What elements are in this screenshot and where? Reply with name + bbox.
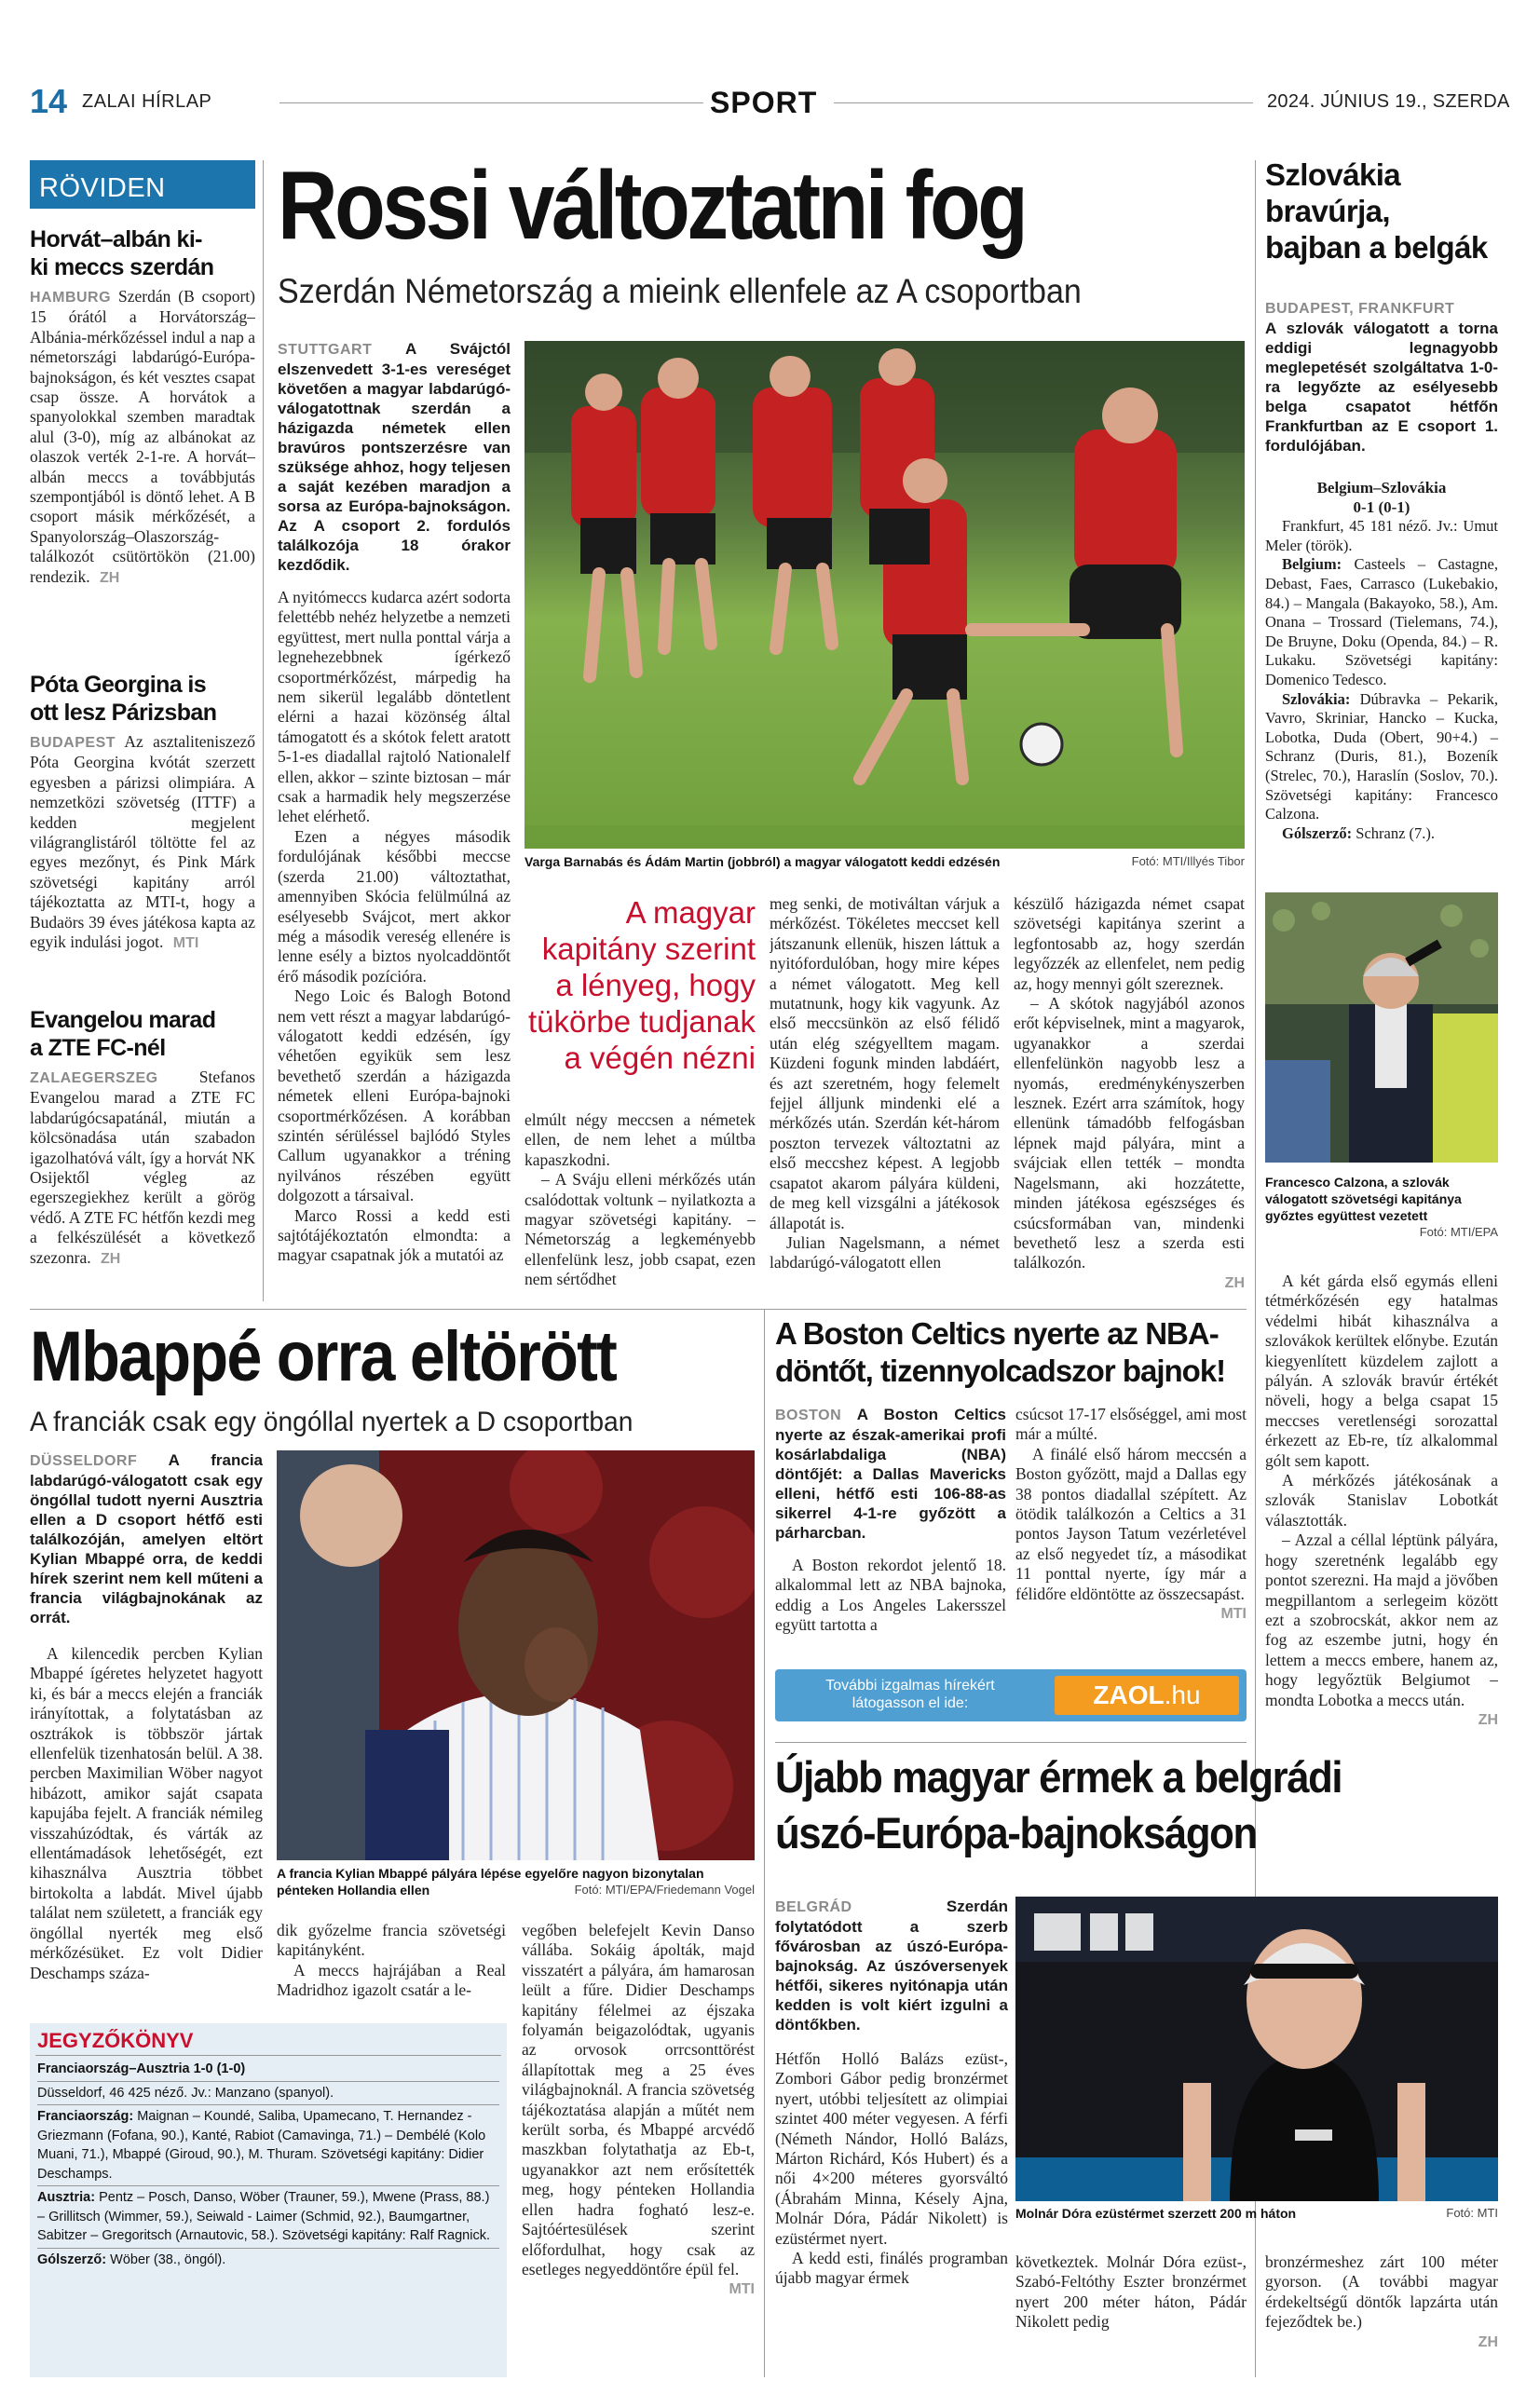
briefs-column xyxy=(30,160,255,1301)
rossi-col-2: elmúlt négy meccsen a németek ellen, de nem lehet a múltba kapaszkodni. – A Sváju elleni mérkőzés után csalódottak voltunk – nyilatkozta a magyar szövetségi kapitány. – Németország a legkeményebb ellenfelünk lesz, jobb csapat, ezen nem sértődhet xyxy=(525,1110,756,1289)
brief-item xyxy=(30,671,255,953)
rossi-col-4: készülő házigazda német csapat szövetségi kapitánya szerint a legfontosabb az, hogy szerdán legyőzzék az ellenfelet, nem pedig az, hogy mennyi gólt szereznek. – A skótok nagyjából azonos erőt képviselnek, mint a magyarok, ugyanakkor a szerdai ellenfelünkön nagyobb lesz a nyomás, eredménykényszerben lesznek. Ezért arra számítok, hogy ellenünk támadóbb felfogásban lépnek majd pályára, mint a svájciak ellen tették – mondta Nagelsmann, aki hozzátette, minden játékosa egészséges és csúcsformában van, mindenki bevethető lesz a szerda esti találkozón. ZH xyxy=(1014,894,1245,1301)
match-report-box: JEGYZŐKÖNYV Franciaország–Ausztria 1-0 (1-0) Düsseldorf, 46 425 néző. Jv.: Manzano (spanyol). Franciaország: Maignan – Koundé, Saliba, Upamecano, T. Hernandez - Griezmann (Fofana, 90.), Kanté, Rabiot (Camavinga, 71.) – Dembélé (Kolo Muani, 71.), Mbappé (Giroud, 90.), M. Thuram. Szövetségi kapitány: Didier Deschamps. Ausztria: Pentz – Posch, Danso, Wöber (Trauner, 59.), Mwene (Prass, 88.) – Grillitsch (Wimmer, 59.), Seiwald - Laimer (Schmid, 92.), Baumgartner, Sabitzer – Gregoritsch (Arnautovic, 58.). Szövetségi kapitány: Ralf Ragnick. Gólszerző: Wöber (38., öngól). xyxy=(30,2023,507,2377)
france-lineup: Maignan – Koundé, Saliba, Upamecano, T. Hernandez - Griezmann (Fofana, 90.), Kanté, Rabiot (Camavinga, 71.) – Dembélé (Kolo Muani, 71.), Mbappé (Giroud, 90.), M. Thuram. Szövetségi kapitány: Didier Deschamps. xyxy=(37,2109,486,2182)
mbappe-col-1: DÜSSELDORF A francia labdarúgó-válogatott csak egy öngóllal tudott nyerni Ausztria ellen a D csoport hétfő esti találkozóján, amelyen eltört Kylian Mbappé orra, de keddi hírek szerint nem kell műteni a francia világbajnokának az orrát. A kilencedik percben Kylian Mbappé ígéretes helyzetet hagyott ki, és bár a meccs elején a franciák irányítottak, a folytatásban az osztrákok is többször jártak ellenfelük tizenhatosán belül. A 38. percben Maximilian Wöber nagyot hibázott, amikor saját csapata kapujába fejelt. A franciák némileg visszahúzódtak, és várták az ellentámadások lehetőségét, ezt kihasználva Ausztria többet birtokolta a labdát. Mivel újabb találat nem született, a franciák egy öngóllal nyerték meg első mérkőzésüket. Ez volt Didier Deschamps száza- xyxy=(30,1451,263,1982)
celtics-col-1: BOSTON A Boston Celtics nyerte az észak-amerikai profi kosárlabdaliga (NBA) döntőjét: a Dallas Mavericks elleni, hétfő esti 106-88-as sikerrel 4-1-re győzött a párharcban. A Boston rekordot jelentő 18. alkalommal lett az NBA bajnoka, eddig a Los Angeles Lakersszel együtt tartotta a xyxy=(775,1406,1006,1635)
calzona-photo xyxy=(1265,892,1498,1163)
match-report-venue: Düsseldorf, 46 425 néző. Jv.: Manzano (spanyol). xyxy=(37,2085,334,2101)
section-divider xyxy=(775,1742,1247,1743)
slovakia-headline: Szlovákia bravúrja, bajban a belgák xyxy=(1265,157,1488,265)
mbappe-photo xyxy=(277,1450,755,1860)
rossi-dateline: STUTTGART xyxy=(278,342,373,358)
calzona-photo-image xyxy=(1265,892,1498,1163)
brief-dateline: BUDAPEST xyxy=(30,735,116,751)
rossi-paragraph: Ezen a négyes második fordulójának későbbi meccse (szerda 21.00) változtathat, amennyiben Skócia felülmúlná az esélyesebb Svájcot, mert akkor még a második vereség ellenére is lenne esély a biztos nyolcaddöntőt érő második pozícióra. xyxy=(278,826,511,986)
match-report-label: JEGYZŐKÖNYV xyxy=(37,2029,194,2052)
slovakia-match-title: Belgium–Szlovákia xyxy=(1316,479,1447,497)
brief-title: Evangelou marad a ZTE FC-nél xyxy=(30,1007,216,1061)
page-header xyxy=(0,0,1526,130)
slovakia-lineup: Dúbravka – Pekarik, Vavro, Skriniar, Hancko – Kucka, Lobotka, Duda (Obert, 90+4.) – Schranz (Duris, 81.), Bozeník (Strelec, 70.), Haraslín (Soslov, 70.). Szövetségi kapitány: Francesco Calzona. xyxy=(1265,689,1499,823)
slovakia-match-report: Belgium–Szlovákia 0-1 (0-1) Frankfurt, 45 181 néző. Jv.: Umut Meler (török). Belgium: Casteels – Castagne, Debast, Faes, Carrasco (Lukebakio, 84.) – Mangala (Bakayoko, 58.), Am. Onana – Trossard (Tielemans, 74.), De Bruyne, Doku (Openda, 84.) – R. Lukaku. Szövetségi kapitány: Domenico Tedesco. Szlovákia: Dúbravka – Pekarik, Vavro, Skriniar, Hancko – Kucka, Lobotka, Duda (Obert, 90+4.) – Schranz (Duris, 81.), Bozeník (Strelec, 70.), Haraslín (Soslov, 70.). Szövetségi kapitány: Francesco Calzona. Gólszerző: Schranz (7.). xyxy=(1265,479,1499,842)
brief-signature: ZH xyxy=(100,1250,121,1267)
brief-text: Stefanos Evangelou marad a ZTE FC labdarúgócsapatánál, miután a kölcsönadása után szabadon igazolhatóvá vált, így a horvát NK Osijektől végleg az egerszegiekhez került a görög védő. A ZTE FC hétfőn kezdi meg a felkészülését a következő szezonra. xyxy=(30,1068,255,1267)
brief-signature: MTI xyxy=(172,935,199,952)
column-divider xyxy=(263,160,264,1301)
rossi-lead: A Svájctól elszenvedett 3-1-es vereséget követően a magyar labdarúgó-válogatottnak szerdán a házigazda németek ellen bravúros pontszerzésre van szüksége ahhoz, hogy teljesen a saját kezében maradjon a sorsa az Európa-bajnokságon. Az A csoport 2. fordulós találkozója 18 órakor kezdődik. xyxy=(278,340,511,574)
rossi-col-1 xyxy=(278,339,511,1271)
pull-quote: A magyar kapitány szerint a lényeg, hogy tükörbe tudjanak a végén nézni xyxy=(527,895,756,1075)
mbappe-photo-credit: Fotó: MTI/EPA/Friedemann Vogel xyxy=(574,1883,755,1897)
brief-text: Szerdán (B csoport) 15 órától a Horvátország–Albánia-mérkőzéssel indul a nap a németországi labdarúgó-Európa-bajnokságon, és két vesztes csapat csap össze. A horvátok a spanyolokkal szemben maradtak alul (3-0), míg az albánokat az olaszok verték 2-1-re. A horvát–albán meccs a továbbjutás szempontjából is döntő lehet. A B csoport másik mérkőzését, a Spanyolország–Olaszország-találkozót csütörtökön (21.00) rendezik. xyxy=(30,287,255,586)
rossi-paragraph: Nego Loic és Balogh Botond nem vett részt a magyar labdarúgó-válogatott keddi edzésén, így véhetően egyikük sem lesz bevethető szerdán a házigazda németek elleni Európa-bajnoki csoportmérkőzésen. A korábban szintén sérüléssel bajlódó Styles Callum ugyanakkor a tréning nyilvános részében együtt dolgozott a társaival. xyxy=(278,986,511,1205)
rossi-paragraph: Marco Rossi a kedd esti sajtótájékoztatón elmondta: a magyar csapatnak jók a mutatói az xyxy=(278,1205,511,1265)
brief-text: Az asztaliteniszező Póta Georgina kvótát szerzett egyesben a párizsi olimpiára. A nemzetközi szövetség (ITTF) a kedden megjelent világranglistáról töltötte fel az egyes mezőnyt, és Pink Márk szövetségi kapitány arról tájékoztatta az MTI-t, hogy a Budaörs 39 éves játékosa kapta az egyik indulási jogot. xyxy=(30,732,255,952)
training-photo-caption: Fotó: MTI/Illyés Tibor Varga Barnabás és Ádám Martin (jobbról) a magyar válogatott keddi edzésén xyxy=(525,854,1245,869)
zaol-logo[interactable]: ZAOL.hu xyxy=(1055,1676,1239,1715)
training-photo-credit: Fotó: MTI/Illyés Tibor xyxy=(1131,854,1245,868)
training-photo-image xyxy=(525,341,1245,849)
slovakia-body: A két gárda első egymás elleni tétmérkőzésén egy hatalmas védelmi hibát kihasználva a szlovákok kerültek előnybe. Ezután kiegyenlített küzdelem zajlott a pályán. A szlovák bravúr értékét növeli, hogy a belga csapat 15 meccses veretlenségi sorozattal érkezett az Eb-re, tíz alkalommal gólt sem kapott. A mérkőzés játékosának a szlovák Stanislav Lobotkát választották. – Azzal a céllal léptünk pályára, hogy szeretnénk legalább egy pontot szerezni. Ha majd a jövőben megpillantom a serlegeim között ezt a szobrocskát, akkor nem az fog az eszembe jutni, hogy én lettem a meccs embere, hanem az, hogy legyőztük Belgiumot – mondta Lobotka a meccs után. ZH xyxy=(1265,1272,1498,1737)
austria-lineup: Pentz – Posch, Danso, Wöber (Trauner, 59.), Mwene (Prass, 88.) – Grillitsch (Wimmer, 59.), Seiwald - Laimer (Schmid, 92.), Baumgartner, Sabitzer – Gregoritsch (Arnautovic, 58.). Szövetségi kapitány: Ralf Ragnick. xyxy=(37,2190,490,2243)
rossi-paragraph: A nyitómeccs kudarca azért sodorta felettébb nehéz helyzetbe a nemzeti együttest, mert nulla ponttal várja a legnehezebbnek ígérkező csoportmérkőzést, márpedig ha nem sikerül legalább döntetlent elérni a hazai közönség által támogatott és a skótok felett aratott 5-1-es diadallal rajtoló Nationalelf ellen, akkor – szinte biztosan – már csak a harmadik hely megszerzése lehet elérhető. xyxy=(278,588,511,826)
rossi-headline: Rossi változtatni fog xyxy=(278,152,1026,260)
slovakia-signature: ZH xyxy=(1478,1711,1498,1728)
mbappe-col-2: dik győzelme francia szövetségi kapitányként. A meccs hajrájában a Real Madridhoz igazolt csatár a le- xyxy=(277,1921,506,2000)
column-divider xyxy=(764,1309,765,2377)
mbappe-signature: MTI xyxy=(729,2281,755,2298)
brief-item xyxy=(30,1006,255,1269)
swim-signature: ZH xyxy=(1478,2333,1498,2350)
celtics-col-2: csúcsot 17-17 elsőséggel, ami most már a múlté. A finálé első három meccsén a Boston győzött, majd a Dallas egy 38 pontos diadallal szépített. Az ötödik találkozón a Celtics a 31 pontos Jayson Tatum vezérletével az első negyedet tíz, a másodikat 11 ponttal nyerte, így már a félidőre eldöntötte az összecsapást. MTI xyxy=(1015,1405,1247,1666)
header-rule-left xyxy=(279,102,703,103)
rossi-col-3: meg senki, de motiváltan várjuk a mérkőzést. Tökéletes meccset kell játszanunk ellenük, hiszen láttuk a nyitófordulóban, hogy mire képes a német válogatott. Meg kell mutatnunk, hogy kik vagyunk. Az első meccsünkön az első félidő után elég szégyelltem magam. Küzdeni fogunk minden labdáért, és azt szeretném, hogy felemelt fejjel álljunk mindenki elé a mérkőzés után. Szerdán két-három poszton tervezek változtatni az első meccshez képest. A legjobb csapatot akarom pályára küldeni, de meg kell vizsgálni a játékosok állapotát is. Julian Nagelsmann, a német labdarúgó-válogatott ellen xyxy=(770,894,1000,1272)
section-title: SPORT xyxy=(710,86,818,119)
celtics-signature: MTI xyxy=(1220,1606,1247,1623)
page-number: 14 xyxy=(30,82,68,120)
celtics-headline: A Boston Celtics nyerte az NBA- döntőt, tizennyolcadszor bajnok! xyxy=(775,1316,1226,1388)
swimmer-photo xyxy=(1015,1897,1498,2201)
mbappe-lead: A francia labdarúgó-válogatott csak egy öngóllal tudott nyerni Ausztria ellen a D csoport hétfő esti találkozóján, amelyen eltört Kylian Mbappé orra, de keddi hírek szerint nem kell műteni a francia világbajnokának az orrát. xyxy=(30,1451,263,1626)
brief-title: Horvát–albán ki- ki meccs szerdán xyxy=(30,226,214,280)
section-divider xyxy=(30,1309,1247,1310)
slovakia-goalscorer: Schranz (7.). xyxy=(1356,823,1436,842)
briefs-label: RÖVIDEN xyxy=(30,160,255,209)
rossi-subhead: Szerdán Németország a mieink ellenfele az A csoportban xyxy=(278,272,1082,310)
brief-dateline: ZALAEGERSZEG xyxy=(30,1070,158,1086)
issue-date: 2024. JÚNIUS 19., SZERDA xyxy=(1267,91,1510,112)
rossi-signature: ZH xyxy=(1224,1274,1245,1291)
paper-name: ZALAI HÍRLAP xyxy=(82,91,212,112)
mbappe-subhead: A franciák csak egy öngóllal nyertek a D csoportban xyxy=(30,1407,634,1437)
swim-headline: Újabb magyar érmek a belgrádi úszó-Európa-bajnokságon xyxy=(775,1752,1342,1857)
slovakia-venue: Frankfurt, 45 181 néző. Jv.: Umut Meler (török). xyxy=(1265,517,1498,554)
celtics-lead: A Boston Celtics nyerte az észak-amerikai profi kosárlabdaliga (NBA) döntőjét: a Dallas Mavericks elleni, hétfő esti 106-88-as sikerrel 4-1-re győzött a párharcban. xyxy=(775,1406,1006,1542)
celtics-dateline: BOSTON xyxy=(775,1408,842,1423)
belgium-lineup: Casteels – Castagne, Debast, Faes, Carrasco (Lukebakio, 84.) – Mangala (Bakayoko, 58.), Am. Onana – Trossard (Tielemans, 74.), De Bruyne, Doku (Openda, 84.) – R. Lukaku. Szövetségi kapitány: Domenico Tedesco. xyxy=(1265,555,1498,688)
swim-col-3: bronzérmeshez zárt 100 méter gyorson. (A további magyar érdekeltségű döntők lapzárta után fejeződtek be.) ZH xyxy=(1265,2252,1498,2377)
slovakia-dateline: BUDAPEST, FRANKFURT xyxy=(1265,301,1455,317)
training-photo xyxy=(525,341,1245,849)
brief-item xyxy=(30,225,255,588)
brief-title: Póta Georgina is ott lesz Párizsban xyxy=(30,672,217,726)
swim-col-1: BELGRÁD Szerdán folytatódott a szerb fővárosban az úszó-Európa-bajnokság. Az úszóversenyek hétfői, sikeres nyitónapja után kedden is volt kiért izgulni a döntőkben. Hétfőn Holló Balázs ezüst-, Zombori Gábor pedig bronzérmet nyert, utóbbi teljesített az olimpiai szintet 400 méter vegyesen. A férfi (Németh Nándor, Holló Balázs, Márton Richárd, Kós Hubert) és a női 4×200 méteres gyorsváltó (Ábrahám Minna, Késely Ajna, Molnár Dóra, Pádár Nikolett) is ezüstérmet nyert. A kedd esti, finálés programban újabb magyar érmek xyxy=(775,1898,1008,2288)
slovakia-match-score: 0-1 (0-1) xyxy=(1353,497,1410,516)
zaol-banner[interactable] xyxy=(775,1669,1247,1721)
mbappe-dateline: DÜSSELDORF xyxy=(30,1453,138,1469)
mbappe-photo-caption: A francia Kylian Mbappé pályára lépése egyelőre nagyon bizonytalan pénteken Hollandia ellen Fotó: MTI/EPA/Friedemann Vogel xyxy=(277,1866,755,1898)
swimmer-photo-credit: Fotó: MTI xyxy=(1446,2206,1498,2220)
swim-lead: Szerdán folytatódott a szerb fővárosban az úszó-Európa-bajnokság. Az úszóversenyek hétfői, sikeres nyitónapja után kedden is volt kiért izgulni a döntőkben. xyxy=(775,1898,1008,2034)
slovakia-lead: A szlovák válogatott a torna eddigi legnagyobb meglepetését szolgáltatva 1-0-ra legyőzte az esélyesebb belga csapatot hétfőn Frankfurtban az E csoport 1. fordulójában. xyxy=(1265,320,1498,455)
mbappe-photo-image xyxy=(277,1450,755,1860)
slovakia-lead-block xyxy=(1265,298,1498,456)
swimmer-photo-image xyxy=(1015,1897,1498,2201)
swimmer-photo-caption: Fotó: MTI Molnár Dóra ezüstérmet szerzett 200 m háton xyxy=(1015,2206,1498,2221)
match-report-goalscorer: Wöber (38., öngól). xyxy=(110,2252,226,2267)
brief-signature: ZH xyxy=(100,569,120,586)
calzona-photo-credit: Fotó: MTI/EPA xyxy=(1419,1225,1498,1239)
swim-col-2: következtek. Molnár Dóra ezüst-, Szabó-Feltóthy Eszter bronzérmet nyert 200 méter háton, Pádár Nikolett pedig xyxy=(1015,2252,1247,2332)
brief-dateline: HAMBURG xyxy=(30,290,112,306)
header-rule-right xyxy=(834,102,1253,103)
match-report-title: Franciaország–Ausztria 1-0 (1-0) xyxy=(37,2061,246,2076)
mbappe-col-3: vegőben belefejelt Kevin Danso vállába. Sokáig ápolták, majd visszatért a pályára, ám hamarosan leült a fűre. Didier Deschamps kapitány félelmei az éjszaka folyamán beigazolódtak, ugyanis az orvosok orrcsonttörést állapítottak meg a 25 éves világbajnoknál. A francia szövetség tájékoztatása alapján a műtét nem került sorba, és Mbappé arcvédő maszkban folytathatja az Eb-t, ugyanakkor azt nem erősítették meg, hogy pénteken Hollandia ellen hadra fogható lesz-e. Sajtóértesülések szerint előfordulhat, hogy csak az esetleges negyeddöntőre épül fel. MTI xyxy=(522,1921,755,2377)
swim-dateline: BELGRÁD xyxy=(775,1899,852,1915)
calzona-photo-caption: Francesco Calzona, a szlovák válogatott szövetségi kapitánya győztes együttest vezetett Fotó: MTI/EPA xyxy=(1265,1175,1498,1239)
zaol-banner-text: További izgalmas hírekért látogasson el ide: xyxy=(825,1678,995,1711)
mbappe-headline: Mbappé orra eltörött xyxy=(30,1317,617,1396)
